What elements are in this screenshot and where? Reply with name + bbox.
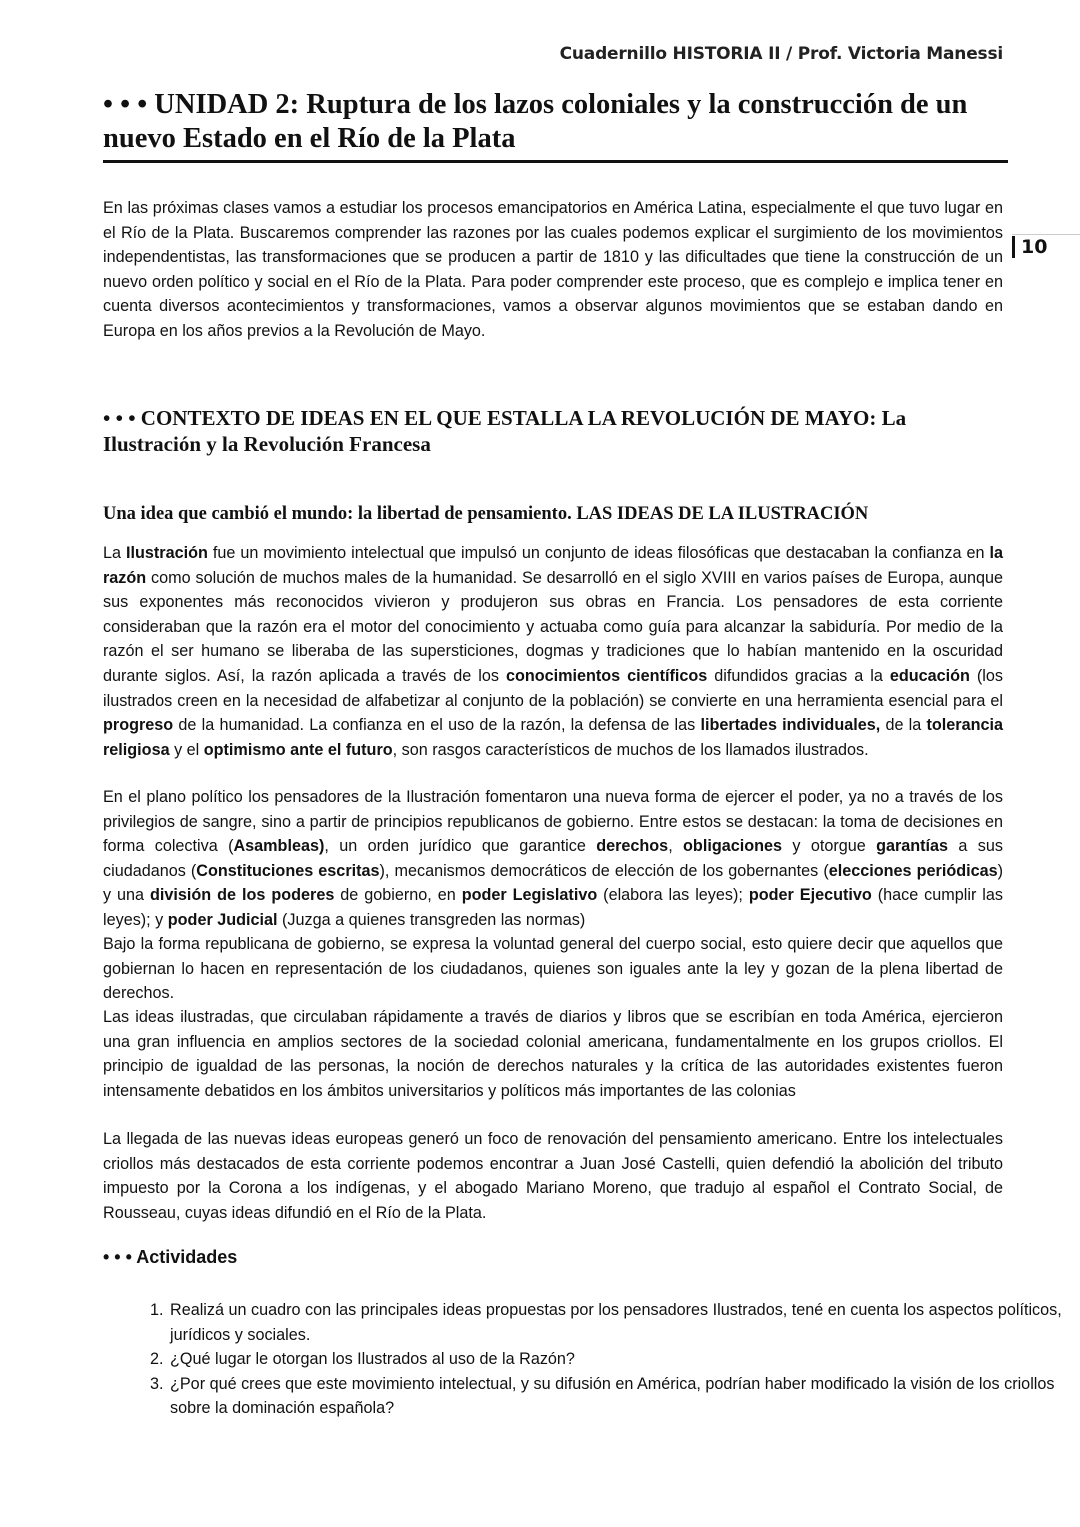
bold-term: conocimientos científicos [505, 666, 708, 685]
criollos-paragraph: La llegada de las nuevas ideas europeas generó un foco de renovación del pensamiento americano. Entre los intelectuales criollos más destacados de esta corriente podemos encontrar a Juan José Castelli, quien defendió la abolición del tributo impuesto por la Corona a los indígenas, y el abogado Mariano Moreno, que tradujo al español el Contrato Social, de Rousseau, cuyas ideas difundió en el Río de la Plata. [103, 1130, 1003, 1222]
page-number-rule [1012, 234, 1080, 235]
republic-paragraph: Bajo la forma republicana de gobierno, se expresa la voluntad general del cuerpo social, esto quiere decir que aquellos que gobiernan lo hacen en representación de los ciudadanos, quienes son iguales ante la ley y gozan de la plena libertad de derechos. [103, 935, 1003, 1003]
illustration-subtitle: Una idea que cambió el mundo: la libertad de pensamiento. LAS IDEAS DE LA ILUSTRACIÓN [103, 504, 869, 524]
bold-term: derechos [596, 837, 669, 856]
page-number: 10 [1012, 236, 1047, 258]
bold-term: poder Legislativo [461, 886, 598, 905]
activities-title: • • • Actividades [103, 1247, 238, 1267]
activity-item: 1. Realizá un cuadro con las principales ideas propuestas por los pensadores Ilustrados, tené en cuenta los aspectos políticos, jurídicos y sociales. [168, 1298, 1068, 1347]
bold-term: tolerancia religiosa [103, 716, 1003, 759]
influence-paragraph: Las ideas ilustradas, que circulaban rápidamente a través de diarios y libros que se escribían en toda América, ejercieron una gran influencia en amplios sectores de la sociedad colonial americana, fundamentalmente en los grupos criollos. El principio de igualdad de las personas, la noción de derechos naturales y la crítica de las autoridades existentes fueron intensamente debatidos en los ámbitos universitarios y políticos más importantes de las colonias [103, 1008, 1003, 1100]
political-paragraph: En el plano político los pensadores de la Ilustración fomentaron una nueva forma de ejercer el poder, ya no a través de los privilegios de sangre, sino a partir de principios republicanos de gobierno. Entre estos se destacan: la toma de decisiones en forma colectiva (Asambleas), un orden jurídico que garantice derechos, obligaciones y otorgue garantías a sus ciudadanos (Constituciones escritas), mecanismos democráticos de elección de los gobernantes (elecciones periódicas) y una división de los poderes de gobierno, en poder Legislativo (elabora las leyes); poder Ejecutivo (hace cumplir las leyes); y poder Judicial (Juzga a quienes transgreden las normas) [103, 788, 1003, 929]
bold-term: Constituciones escritas [196, 861, 380, 880]
bold-term: poder Judicial [167, 910, 278, 929]
activity-item: 3. ¿Por qué crees que este movimiento intelectual, y su difusión en América, podrían haber modificado la visión de los criollos sobre la dominación española? [168, 1372, 1068, 1421]
running-header: Cuadernillo HISTORIA II / Prof. Victoria Manessi [559, 44, 1003, 64]
illustration-paragraph: La Ilustración fue un movimiento intelectual que impulsó un conjunto de ideas filosóficas que destacaban la confianza en la razón como solución de muchos males de la humanidad. Se desarrolló en el siglo XVIII en varios países de Europa, aunque sus exponentes más reconocidos vivieron y produjeron sus obras en Francia. Los pensadores de esta corriente consideraban que la razón era el motor del conocimiento y actuaba como guía para alcanzar la sabiduría. Por medio de la razón el ser humano se liberaba de las supersticiones, dogmas y tradiciones que lo habían mantenido en la oscuridad durante siglos. Así, la razón aplicada a través de los conocimientos científicos difundidos gracias a la educación (los ilustrados creen en la necesidad de alfabetizar al conjunto de la población) se convierte en una herramienta esencial para el progreso de la humanidad. La confianza en el uso de la razón, la defensa de las libertades individuales, de la tolerancia religiosa y el optimismo ante el futuro, son rasgos característicos de muchos de los llamados ilustrados. [103, 544, 1003, 759]
activities-list [103, 1298, 1068, 1421]
unit-title: • • • UNIDAD 2: Ruptura de los lazos coloniales y la construcción de un nuevo Estado en el Río de la Plata [103, 88, 1008, 163]
activity-item: 2. ¿Qué lugar le otorgan los Ilustrados al uso de la Razón? [168, 1347, 1068, 1372]
bold-term: progreso [103, 716, 174, 735]
bold-term: división de los poderes [150, 886, 335, 905]
bold-term: garantías [876, 837, 949, 856]
bold-term: libertades individuales, [700, 716, 881, 735]
bold-term: Asambleas) [233, 837, 325, 856]
bold-term: educación [889, 666, 970, 685]
bold-term: elecciones periódicas [828, 861, 998, 880]
context-section-title: • • • CONTEXTO DE IDEAS EN EL QUE ESTALLA LA REVOLUCIÓN DE MAYO: La Ilustración y la Revolución Francesa [103, 406, 907, 456]
bold-term: Ilustración [126, 544, 208, 562]
intro-paragraph: En las próximas clases vamos a estudiar los procesos emancipatorios en América Latina, especialmente el que tuvo lugar en el Río de la Plata. Buscaremos comprender las razones por las cuales podemos explicar el surgimiento de los movimientos independentistas, las transformaciones que se producen a partir de 1810 y las dificultades que tiene la construcción de un nuevo orden político y social en el Río de la Plata. Para poder comprender este proceso, que es complejo e implica tener en cuenta diversos acontecimientos y transformaciones, vamos a observar algunos movimientos que se estaban dando en Europa en los años previos a la Revolución de Mayo. [103, 199, 1003, 340]
bold-term: la razón [103, 544, 1003, 587]
bold-term: optimismo ante el futuro [203, 740, 393, 759]
bold-term: poder Ejecutivo [748, 886, 872, 905]
bold-term: obligaciones [683, 837, 782, 856]
